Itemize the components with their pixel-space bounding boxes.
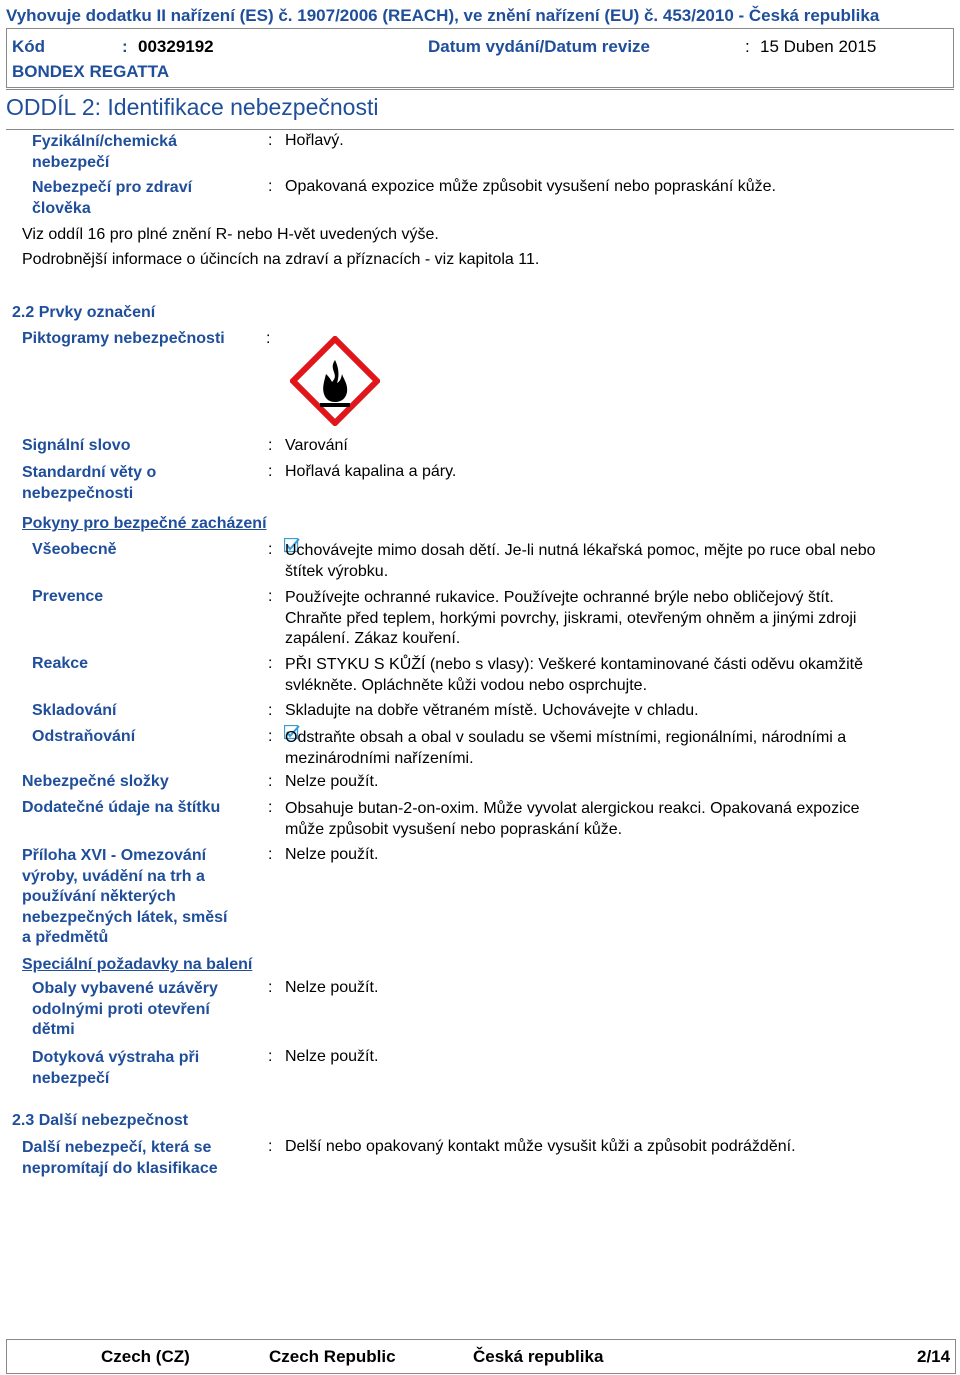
signal-word-colon: : <box>268 437 273 454</box>
tactile-value: Nelze použít. <box>285 1048 379 1065</box>
response-value-line2: svlékněte. Opláchněte kůži vodou nebo osprchujte. <box>285 676 648 694</box>
date-value: 15 Duben 2015 <box>760 37 877 56</box>
code-value: 00329192 <box>138 37 214 56</box>
page-footer <box>6 1339 956 1374</box>
tactile-label <box>32 1048 199 1089</box>
product-name: BONDEX REGATTA <box>12 62 170 81</box>
supplemental-label: Dodatečné údaje na štítku <box>22 799 221 816</box>
other-hazards-label <box>22 1138 218 1179</box>
ingredients-colon: : <box>268 773 273 790</box>
flame-pictogram-icon <box>290 336 380 426</box>
signal-word-value: Varování <box>285 437 348 454</box>
note-section16: Viz oddíl 16 pro plné znění R- nebo H-vět uvedených výše. <box>22 226 439 243</box>
annex-label <box>22 846 227 949</box>
code-colon: : <box>122 37 128 56</box>
supplemental-colon: : <box>268 799 273 816</box>
disposal-value-line2: mezinárodními nařízeními. <box>285 749 474 767</box>
footer-country-en: Czech Republic <box>269 1347 396 1366</box>
footer-language: Czech (CZ) <box>101 1347 190 1366</box>
disposal-colon: : <box>268 728 273 745</box>
other-hazards-label-line1: Další nebezpečí, která se <box>22 1139 212 1156</box>
general-colon: : <box>268 541 273 558</box>
note-section11: Podrobnější informace o účincích na zdraví a příznacích - viz kapitola 11. <box>22 251 540 268</box>
annex-colon: : <box>268 846 273 863</box>
section-title: ODDÍL 2: Identifikace nebezpečnosti <box>6 94 379 120</box>
label-elements-heading: 2.2 Prvky označení <box>12 304 156 321</box>
ingredients-label: Nebezpečné složky <box>22 773 169 790</box>
h-statements-colon: : <box>268 463 273 480</box>
footer-page-number: 2/14 <box>917 1347 951 1366</box>
closures-colon: : <box>268 979 273 996</box>
closures-label-line3: dětmi <box>32 1021 75 1038</box>
storage-value: Skladujte na dobře větraném místě. Uchovávejte v chladu. <box>285 702 699 719</box>
physchem-label <box>32 132 177 173</box>
other-hazards-value: Delší nebo opakovaný kontakt může vysušit kůži a způsobit podráždění. <box>285 1138 796 1155</box>
response-colon: : <box>268 655 273 672</box>
tactile-label-line1: Dotyková výstraha při <box>32 1049 200 1066</box>
prevention-colon: : <box>268 588 273 605</box>
h-statements-label-line2: nebezpečnosti <box>22 484 134 502</box>
general-value-line1: Uchovávejte mimo dosah dětí. Je-li nutná lékařská pomoc, mějte po ruce obal nebo <box>285 542 876 559</box>
physchem-label-line1: Fyzikální/chemická <box>32 133 177 150</box>
disposal-value-line1: Odstraňte obsah a obal v souladu se všemi místními, regionálními, národními a <box>285 729 847 746</box>
general-value <box>285 541 876 582</box>
closures-label-line1: Obaly vybavené uzávěry <box>32 980 218 997</box>
storage-colon: : <box>268 702 273 719</box>
physchem-value: Hořlavý. <box>285 132 344 149</box>
health-label-line2: člověka <box>32 199 91 217</box>
response-label: Reakce <box>32 655 89 672</box>
annex-value: Nelze použít. <box>285 846 379 863</box>
supplemental-value <box>285 799 860 840</box>
response-value <box>285 655 863 696</box>
prevention-value-line1: Používejte ochranné rukavice. Používejte ochranné brýle nebo obličejový štít. <box>285 589 834 606</box>
general-value-line2: štítek výrobku. <box>285 562 389 580</box>
prevention-value-line3: zapálení. Zákaz kouření. <box>285 630 461 647</box>
closures-label <box>32 979 218 1041</box>
other-hazards-label-line2: nepromítají do klasifikace <box>22 1159 218 1177</box>
physchem-label-line2: nebezpečí <box>32 153 110 171</box>
health-value: Opakovaná expozice může způsobit vysušení nebo popraskání kůže. <box>285 178 776 195</box>
health-label <box>32 178 192 219</box>
tactile-colon: : <box>268 1048 273 1065</box>
closures-label-line2: odolnými proti otevření <box>32 1000 210 1018</box>
prevention-value <box>285 588 856 650</box>
pictograms-colon: : <box>266 330 271 347</box>
tactile-label-line2: nebezpečí <box>32 1069 110 1087</box>
ingredients-value: Nelze použít. <box>285 773 379 790</box>
health-label-line1: Nebezpečí pro zdraví <box>32 179 193 196</box>
regulation-title: Vyhovuje dodatku II nařízení (ES) č. 1907/2006 (REACH), ve znění nařízení (EU) č. 453/2010 - Česká republika <box>6 6 880 25</box>
other-hazards-colon: : <box>268 1138 273 1155</box>
annex-label-line2: výroby, uvádění na trh a <box>22 867 205 885</box>
disposal-value <box>285 728 846 769</box>
supplemental-value-line1: Obsahuje butan-2-on-oxim. Může vyvolat alergickou reakci. Opakovaná expozice <box>285 800 860 817</box>
health-colon: : <box>268 178 273 195</box>
other-hazards-heading: 2.3 Další nebezpečnost <box>12 1112 189 1129</box>
signal-word-label: Signální slovo <box>22 437 131 454</box>
prevention-value-line2: Chraňte před teplem, horkými povrchy, jiskrami, otevřeným ohněm a jinými zdroji <box>285 609 857 627</box>
response-value-line1: PŘI STYKU S KŮŽÍ (nebo s vlasy): Veškeré kontaminované části oděvu okamžitě <box>285 656 864 673</box>
precautions-heading: Pokyny pro bezpečné zacházení <box>22 515 267 532</box>
physchem-colon: : <box>268 132 273 149</box>
h-statements-label-line1: Standardní věty o <box>22 464 157 481</box>
annex-label-line4: nebezpečných látek, směsí <box>22 908 228 926</box>
footer-country-cz: Česká republika <box>473 1347 604 1366</box>
h-statements-label <box>22 463 156 504</box>
storage-label: Skladování <box>32 702 117 719</box>
closures-value: Nelze použít. <box>285 979 379 996</box>
disposal-label: Odstraňování <box>32 728 136 745</box>
date-label: Datum vydání/Datum revize <box>428 37 651 56</box>
annex-label-line5: a předmětů <box>22 929 109 946</box>
supplemental-value-line2: může způsobit vysušení nebo popraskání kůže. <box>285 820 623 838</box>
annex-label-line1: Příloha XVI - Omezování <box>22 847 207 864</box>
annex-label-line3: používání některých <box>22 888 176 905</box>
pictograms-label: Piktogramy nebezpečnosti <box>22 330 225 347</box>
general-label: Všeobecně <box>32 541 117 558</box>
packaging-heading: Speciální požadavky na balení <box>22 956 253 973</box>
code-label: Kód <box>12 37 46 56</box>
prevention-label: Prevence <box>32 588 104 605</box>
date-colon: : <box>745 37 750 56</box>
h-statements-value: Hořlavá kapalina a páry. <box>285 463 457 480</box>
